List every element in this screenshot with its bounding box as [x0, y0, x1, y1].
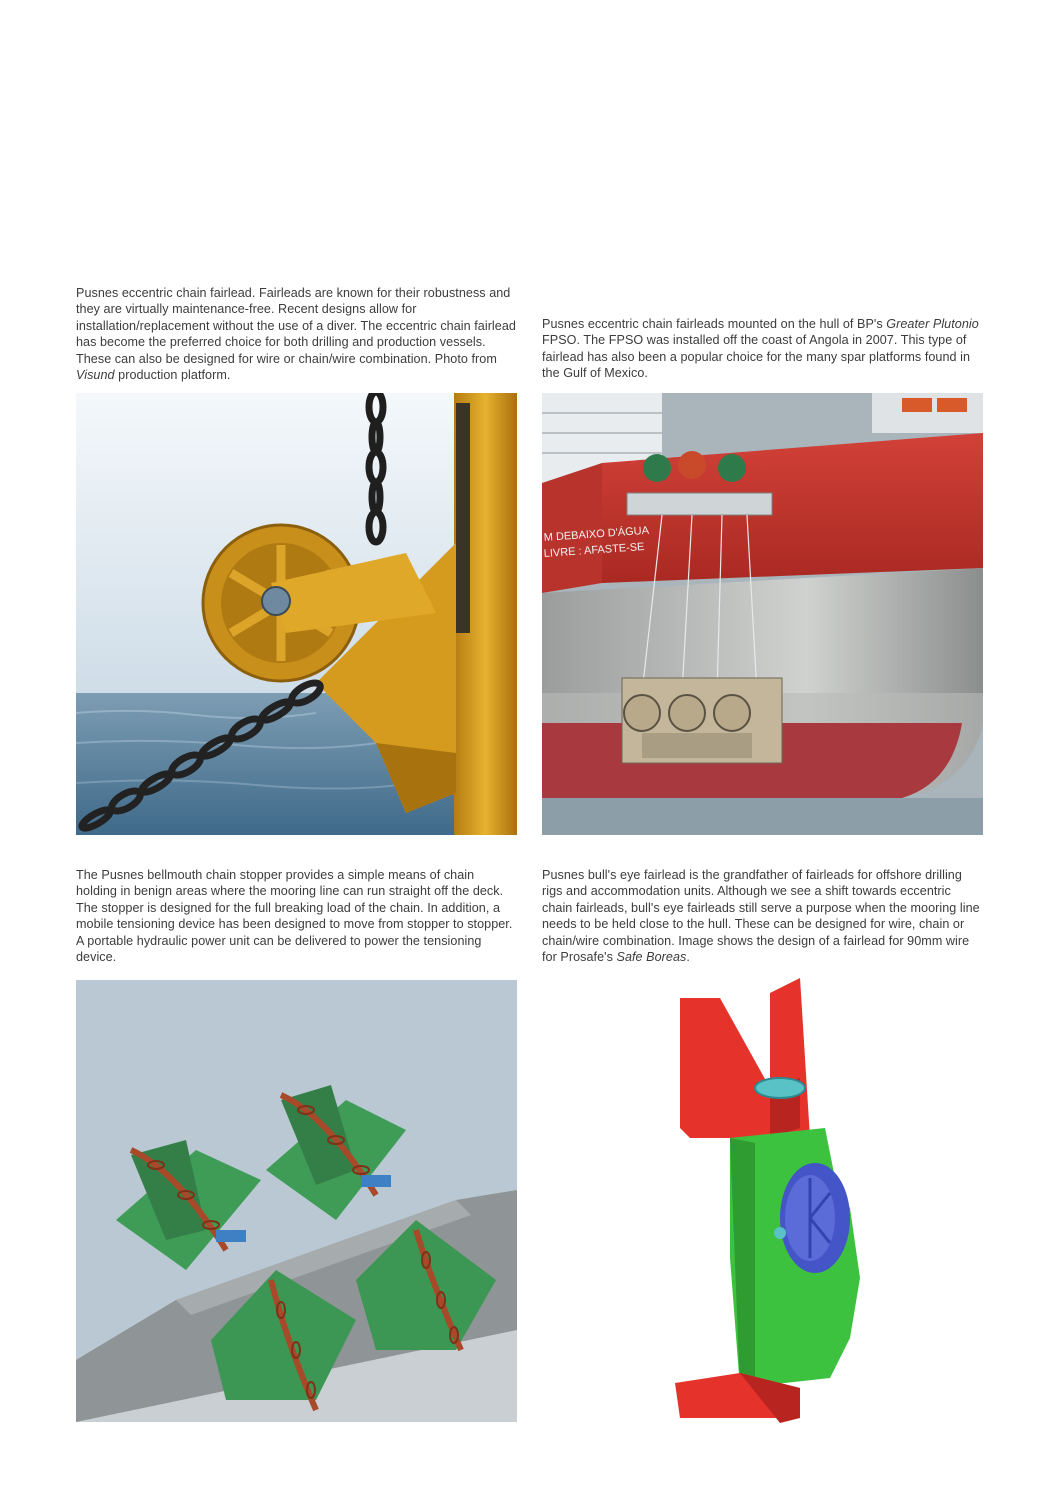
caption-text: .	[686, 950, 690, 965]
caption-fpso-fairleads	[542, 316, 987, 382]
caption-italic-name: Greater Plutonio	[886, 317, 979, 331]
caption-text: FPSO. The FPSO was installed off the coast of Angola in 2007. This type of fairlead has also been a popular choice for the many spar platforms found in the Gulf of Mexico.	[542, 333, 971, 381]
caption-bulls-eye-fairlead	[542, 867, 982, 965]
hull-lettering-line2: LIVRE : AFASTE-SE	[543, 540, 645, 560]
caption-eccentric-fairlead	[76, 285, 521, 383]
caption-bellmouth-stopper: The Pusnes bellmouth chain stopper provides a simple means of chain holding in benign areas where the mooring line can run straight off the deck. The stopper is designed for the full breaking load of the chain. In addition, a mobile tensioning device has been designed to move from stopper to stopper. A portable hydraulic power unit can be delivered to power the tensioning device.	[76, 868, 513, 965]
eccentric-fairlead-photo	[76, 393, 517, 835]
bellmouth-stopper-render	[76, 980, 517, 1422]
caption-italic-name: Safe Boreas	[616, 950, 687, 965]
caption-text: production platform.	[114, 368, 231, 383]
hull-lettering-line1: M DEBAIXO D'ÁGUA	[543, 524, 650, 544]
caption-text: Pusnes eccentric chain fairlead. Fairleads are known for their robustness and they are virtually maintenance-free. Recent designs allow for installation/replacement without the use of a diver. The eccentric chain fairlead has become the preferred choice for both drilling and production vessels. These can also be designed for wire or chain/wire combination. Photo from	[76, 286, 516, 366]
bulls-eye-fairlead-render	[660, 978, 870, 1423]
caption-italic-name: Visund	[76, 368, 115, 383]
caption-text: Pusnes bull's eye fairlead is the grandfather of fairleads for offshore drilling rigs and accommodation units. Although we see a shift towards eccentric chain fairleads, bull's eye fairleads still serve a purpose when the mooring line needs to be held close to the hull. These can be designed for wire, chain or chain/wire combination. Image shows the design of a fairlead for 90mm wire for Prosafe's	[542, 868, 980, 965]
caption-text: Pusnes eccentric chain fairleads mounted on the hull of BP's	[542, 317, 887, 331]
fpso-hull-photo	[542, 393, 983, 835]
